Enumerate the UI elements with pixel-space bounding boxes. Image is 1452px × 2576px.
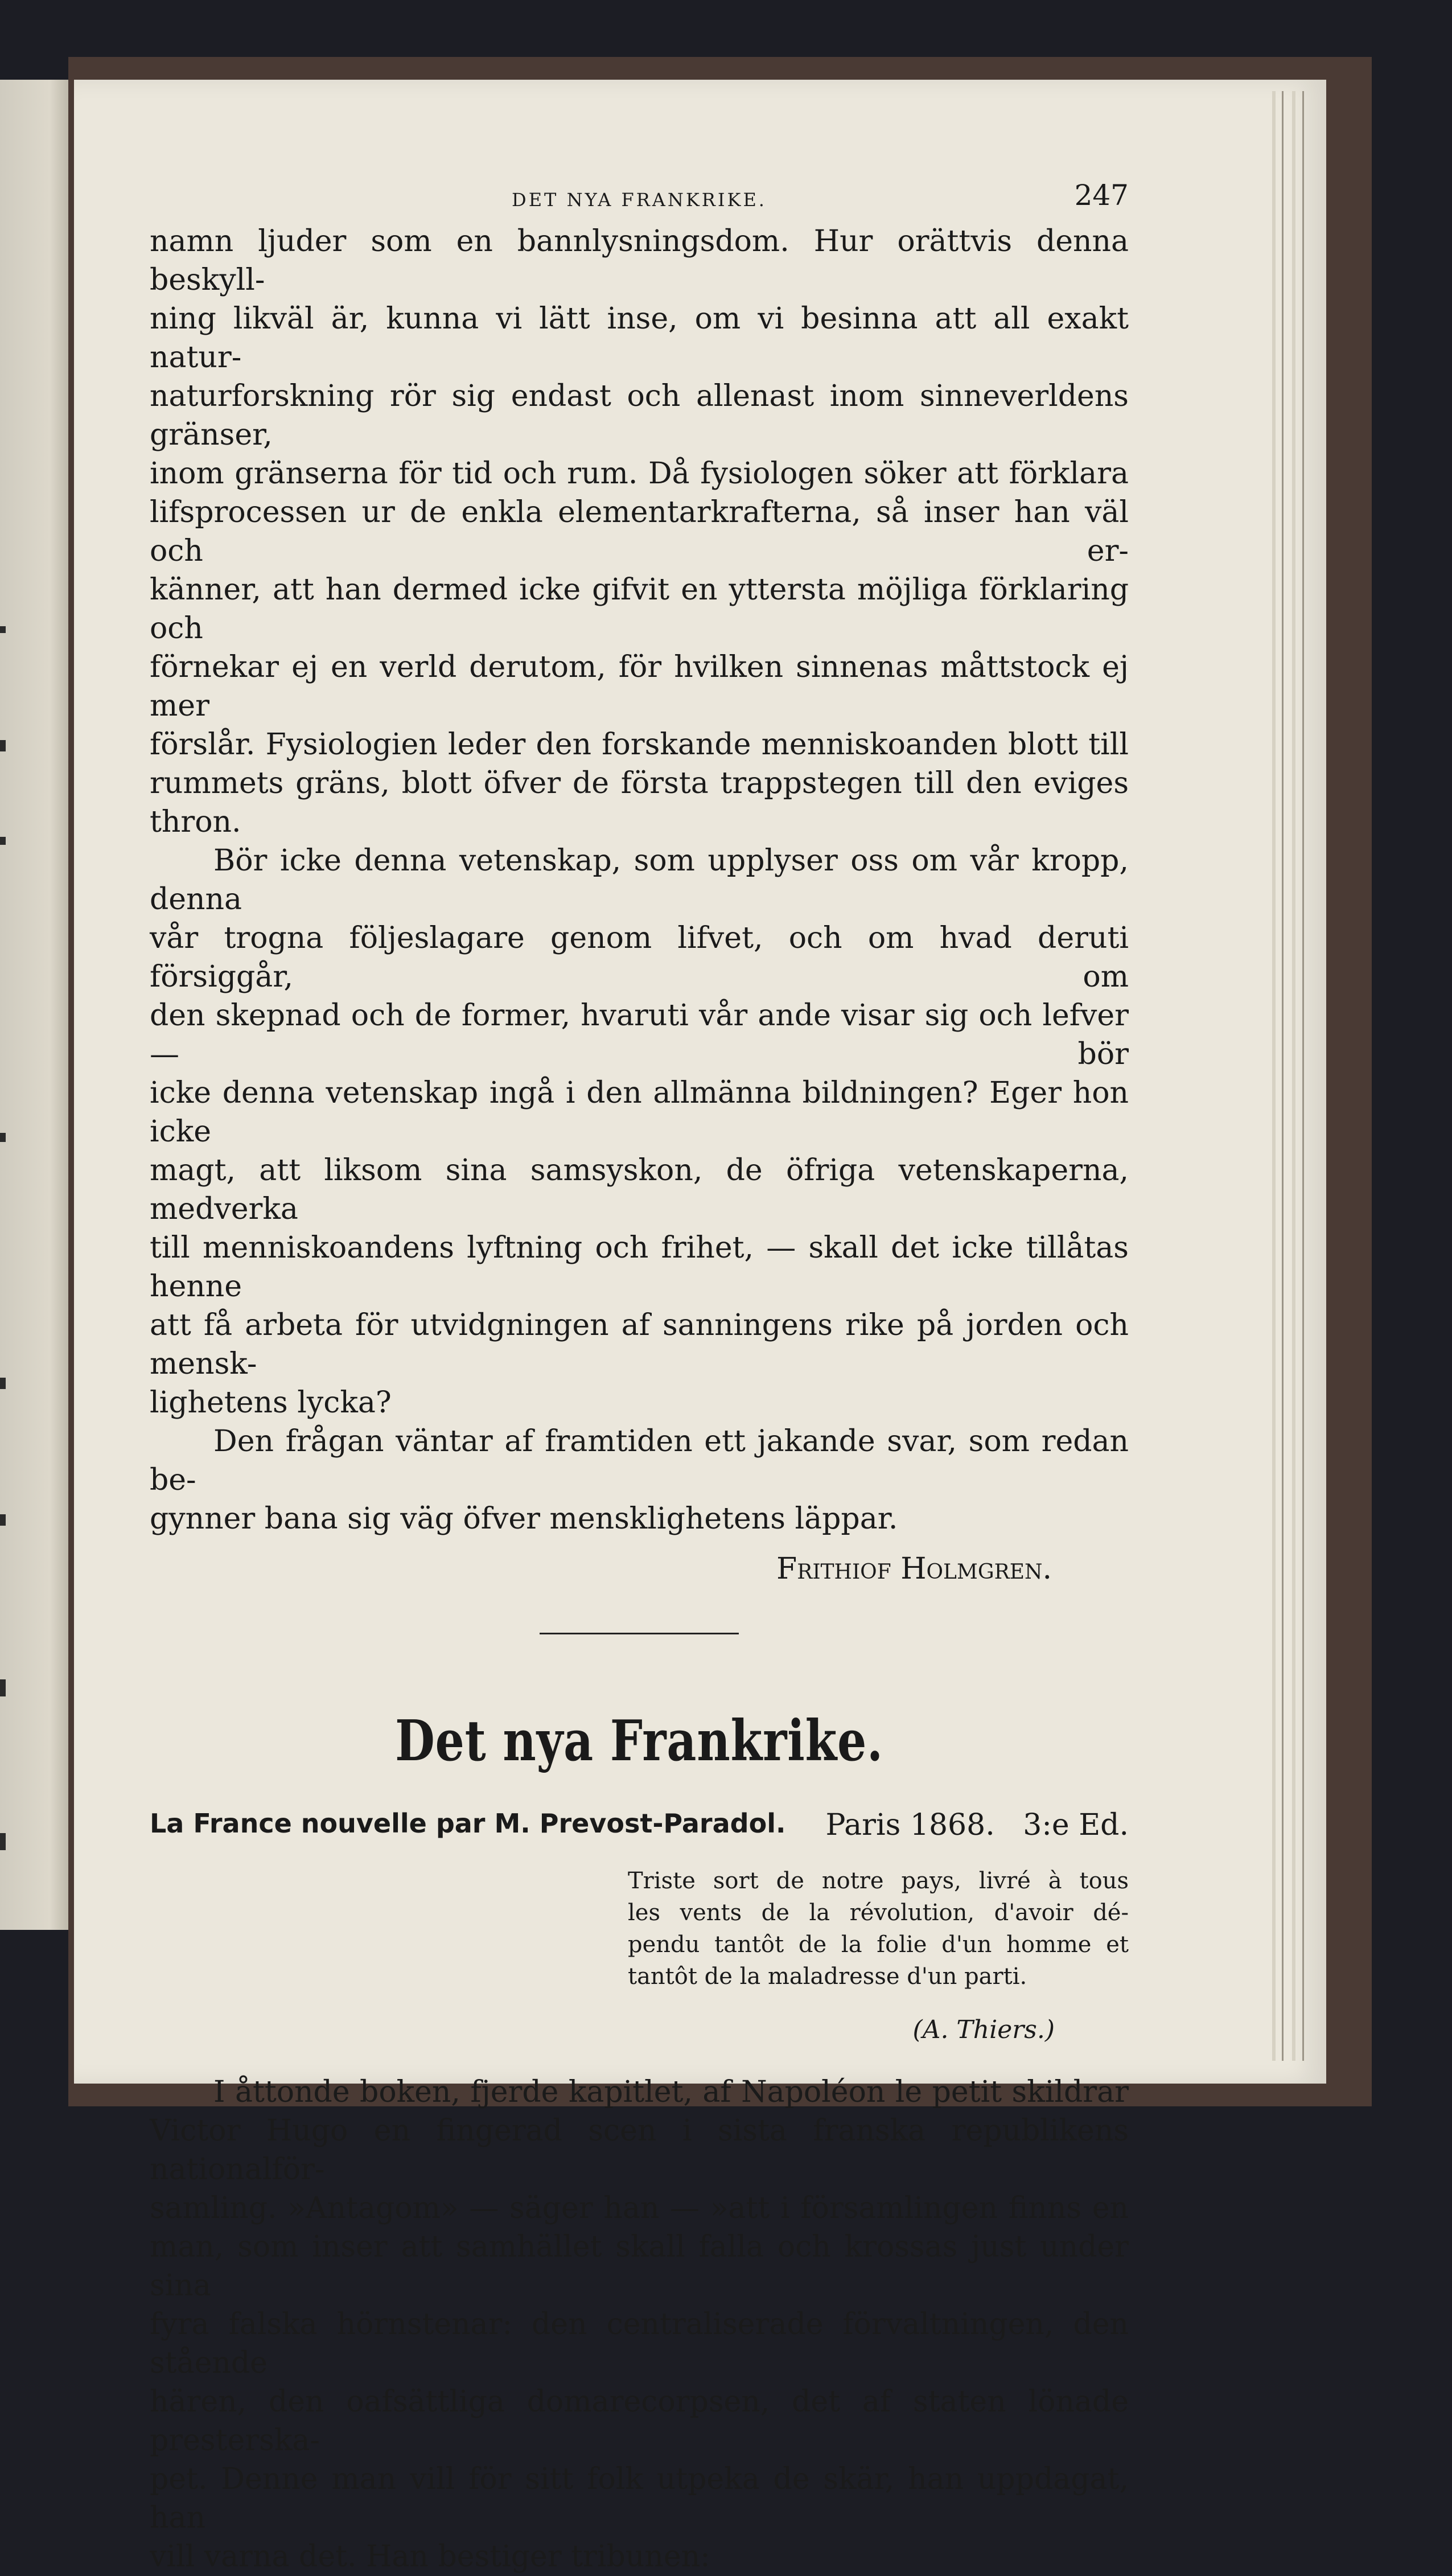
text-line: magt, att liksom sina samsyskon, de öfriga vetenskaperna, medverka (150, 1153, 1129, 1226)
text-line: lifsprocessen ur de enkla elementarkrafterna, så inser han väl och er- (150, 495, 1129, 568)
paragraph-1 (150, 222, 1129, 841)
section-divider (540, 1633, 739, 1634)
page-mark (0, 626, 6, 633)
paragraph-3 (150, 1422, 1129, 1538)
text-line: förslår. Fysiologien leder den forskande menniskoanden blott till (150, 728, 1129, 762)
running-head (150, 176, 1129, 222)
book-info: Paris 1868. 3:e Ed. (825, 1808, 1129, 1842)
left-page-edge (0, 80, 71, 1930)
text-line: inom gränserna för tid och rum. Då fysiologen söker att förklara (150, 457, 1129, 491)
text-line: ning likväl är, kunna vi lätt inse, om vi besinna att all exakt natur- (150, 302, 1129, 375)
epigraph-line: les vents de la révolution, d'avoir dé- (628, 1900, 1129, 1926)
text-line: rummets gräns, blott öfver de första trappstegen till den eviges thron. (150, 766, 1129, 839)
text-line: namn ljuder som en bannlysningsdom. Hur orättvis denna beskyll- (150, 224, 1129, 297)
page-edge (1292, 91, 1295, 2061)
page-edge (1282, 91, 1284, 2061)
text-line: Victor Hugo en fingerad scen i sista franska republikens nationalför- (150, 2114, 1129, 2187)
page-mark (0, 837, 6, 845)
text-line: den skepnad och de former, hvaruti vår ande visar sig och lefver — bör (150, 999, 1129, 1071)
text-line: Den frågan väntar af framtiden ett jakande svar, som redan be- (150, 1424, 1129, 1497)
text-line: pet. Denne man vill för sitt folk utpeka de skär, han uppdagat, han (150, 2462, 1129, 2535)
page-mark (0, 1833, 6, 1850)
article-body (150, 2073, 1129, 2576)
text-line: vår trogna följeslagare genom lifvet, och om hvad deruti försiggår, om (150, 921, 1129, 994)
page-edge (1302, 91, 1304, 2061)
epigraph-line: pendu tantôt de la folie d'un homme et (628, 1932, 1129, 1958)
page-mark (0, 1679, 6, 1696)
text-line: man, som inser att samhället skall falla och krossas just under sina (150, 2230, 1129, 2303)
page-mark (0, 1514, 6, 1526)
page-mark (0, 1133, 6, 1142)
text-line: förnekar ej en verld derutom, för hvilken sinnenas måttstock ej mer (150, 650, 1129, 723)
running-title: DET NYA FRANKRIKE. (512, 189, 767, 211)
text-line: samling. »Antagom» — säger han — »att i församlingen finns en (150, 2191, 1129, 2225)
epigraph-attribution: (A. Thiers.) (912, 2015, 1055, 2044)
text-line: I åttonde boken, fjerde kapitlet, af Napoléon le petit skildrar (213, 2075, 1129, 2109)
author-signature: Frithiof Holmgren. (776, 1552, 1052, 1586)
text-line: lighetens lycka? (150, 1386, 392, 1420)
paragraph-2 (150, 841, 1129, 1422)
epigraph-line: Triste sort de notre pays, livré à tous (628, 1868, 1129, 1894)
text-line: gynner bana sig väg öfver mensklighetens läppar. (150, 1502, 898, 1536)
article-title: Det nya Frankrike. (395, 1708, 883, 1774)
bibliography-line (150, 1808, 1129, 1842)
text-line: fyra falska hörnstenar: den centraliserade förvaltningen, den stående (150, 2307, 1129, 2380)
text-line: naturforskning rör sig endast och allenast inom sinneverldens gränser, (150, 379, 1129, 452)
page-mark (0, 740, 6, 751)
epigraph-line: tantôt de la maladresse d'un parti. (628, 1963, 1027, 1990)
book-title: La France nouvelle par M. Prevost-Paradol. (150, 1808, 786, 1839)
page-edge (1272, 91, 1276, 2061)
text-line: hären, den oafsättliga domarecorpsen, det af staten lönade presterska- (150, 2385, 1129, 2458)
text-line: Bör icke denna vetenskap, som upplyser oss om vår kropp, denna (150, 844, 1129, 917)
page-mark (0, 1378, 6, 1389)
text-line: känner, att han dermed icke gifvit en yttersta möjliga förklaring och (150, 573, 1129, 646)
text-line: icke denna vetenskap ingå i den allmänna bildningen? Eger hon icke (150, 1076, 1129, 1149)
text-line: till menniskoandens lyftning och frihet, — skall det icke tillåtas henne (150, 1231, 1129, 1304)
epigraph (150, 1865, 1129, 2044)
page-number: 247 (1074, 179, 1129, 212)
page-content (150, 176, 1129, 2576)
text-line: att få arbeta för utvidgningen af sanningens rike på jorden och mensk- (150, 1308, 1129, 1381)
text-line: vill varna det. Han bestiger tribunen: (150, 2540, 710, 2574)
